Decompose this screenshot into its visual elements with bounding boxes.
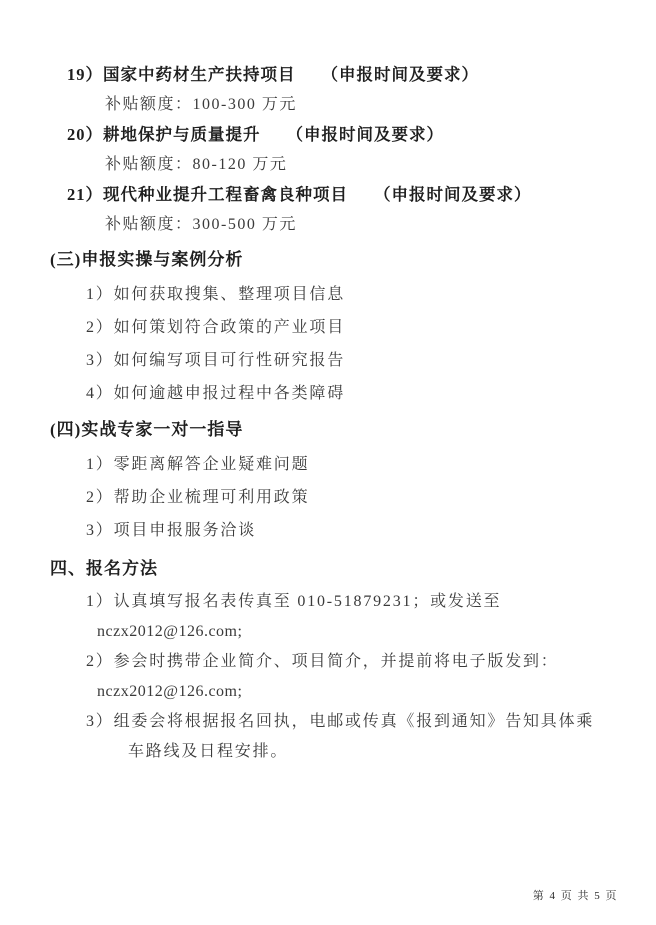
section-heading-3: (三)申报实操与案例分析 xyxy=(50,250,244,269)
subsidy-line: 补贴额度：100-300 万元 xyxy=(105,96,297,113)
project-suffix: （申报时间及要求） xyxy=(374,185,532,204)
list-item: 3）如何编写项目可行性研究报告 xyxy=(86,352,346,369)
list-item: 1）零距离解答企业疑难问题 xyxy=(86,456,310,473)
list-item: 1）如何获取搜集、整理项目信息 xyxy=(86,286,346,303)
project-heading xyxy=(67,60,622,90)
signup-section xyxy=(50,587,622,767)
project-title: 21）现代种业提升工程畜禽良种项目 xyxy=(67,185,348,204)
list-item-continuation: 车路线及日程安排。 xyxy=(128,743,289,760)
list-item: 4）如何逾越申报过程中各类障碍 xyxy=(86,385,346,402)
list-item: 1）认真填写报名表传真至 010-51879231；或发送至 xyxy=(86,593,502,610)
project-suffix: （申报时间及要求） xyxy=(321,65,479,84)
project-item xyxy=(50,180,622,240)
section-heading-4: (四)实战专家一对一指导 xyxy=(50,420,244,439)
signup-heading: 四、报名方法 xyxy=(50,559,158,578)
subsidy-line: 补贴额度：80-120 万元 xyxy=(105,156,288,173)
list-item-continuation: nczx2012@126.com; xyxy=(97,623,243,640)
project-item xyxy=(50,60,622,120)
list-item-continuation: nczx2012@126.com; xyxy=(97,683,243,700)
project-heading xyxy=(67,180,622,210)
list-item: 2）如何策划符合政策的产业项目 xyxy=(86,319,346,336)
page-number: 第 4 页 共 5 页 xyxy=(532,890,618,902)
subsidy-line: 补贴额度：300-500 万元 xyxy=(105,216,297,233)
project-title: 19）国家中药材生产扶持项目 xyxy=(67,65,296,84)
project-title: 20）耕地保护与质量提升 xyxy=(67,125,261,144)
project-item xyxy=(50,120,622,180)
list-item: 3）组委会将根据报名回执，电邮或传真《报到通知》告知具体乘 xyxy=(86,713,595,730)
list-item: 2）参会时携带企业简介、项目简介，并提前将电子版发到： xyxy=(86,653,559,670)
project-suffix: （申报时间及要求） xyxy=(286,125,444,144)
list-item: 2）帮助企业梳理可利用政策 xyxy=(86,489,310,506)
project-heading xyxy=(67,120,622,150)
list-item: 3）项目申报服务洽谈 xyxy=(86,522,257,539)
document-content xyxy=(50,60,622,767)
